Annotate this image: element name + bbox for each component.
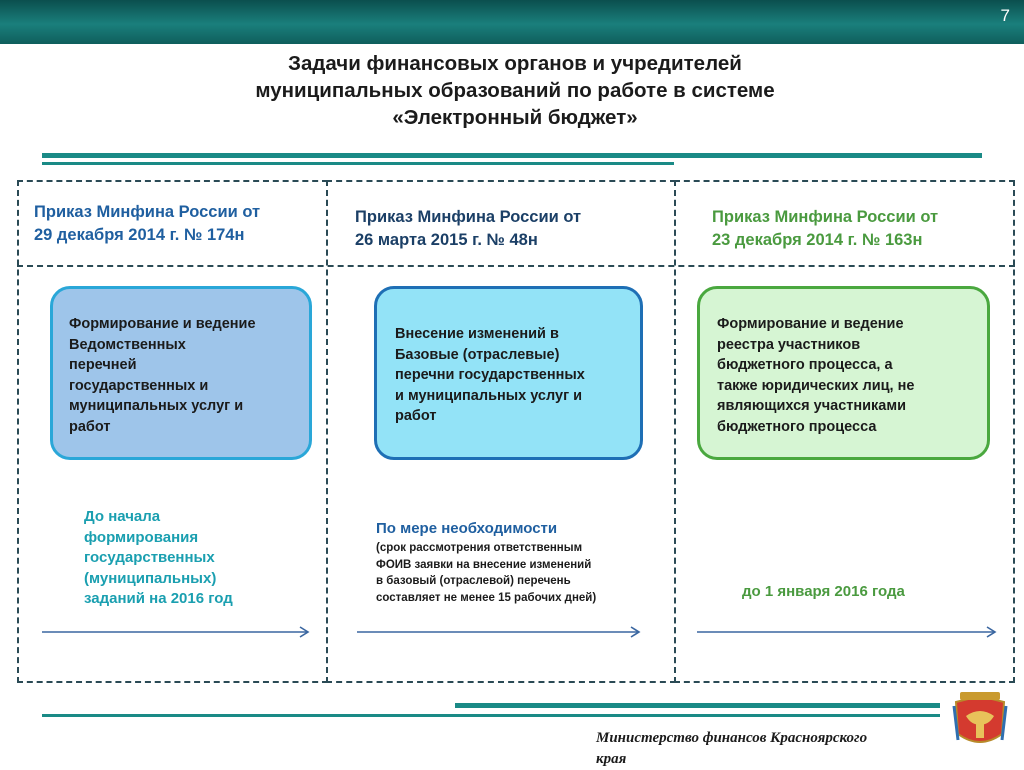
task-line: муниципальных услуг и bbox=[69, 398, 244, 414]
task-line: реестра участников bbox=[717, 336, 861, 353]
timeline-arrow-2 bbox=[357, 626, 643, 638]
ministry-name bbox=[596, 728, 946, 770]
deadline-2 bbox=[376, 519, 557, 540]
deadline-3 bbox=[742, 582, 905, 603]
task-line: Формирование и ведение bbox=[69, 316, 256, 332]
note-line: составляет не менее 15 рабочих дней) bbox=[376, 591, 597, 604]
order-line: 29 декабря 2014 г. № 174н bbox=[34, 226, 245, 244]
deadline-line: (муниципальных) bbox=[84, 569, 217, 587]
ministry-line: края bbox=[596, 751, 627, 767]
task-box-2 bbox=[374, 286, 643, 460]
deadline-line: заданий на 2016 год bbox=[84, 590, 233, 607]
slide-number: 7 bbox=[1000, 6, 1010, 25]
deadline-line: По мере необходимости bbox=[376, 520, 558, 537]
title-line-1: Задачи финансовых органов и учредителей bbox=[288, 52, 742, 75]
task-line: Формирование и ведение bbox=[717, 316, 904, 332]
task-line: и муниципальных услуг и bbox=[395, 387, 583, 404]
title-line-3: «Электронный бюджет» bbox=[392, 106, 638, 129]
krasnoyarsk-coat-of-arms-icon bbox=[952, 690, 1008, 752]
deadline-line: государственных bbox=[84, 549, 215, 566]
task-line: государственных и bbox=[69, 377, 209, 394]
note-line: (срок рассмотрения ответственным bbox=[376, 542, 583, 554]
task-line: Внесение изменений в bbox=[395, 326, 559, 342]
timeline-arrow-1 bbox=[42, 626, 312, 638]
title-rule-thin bbox=[42, 162, 674, 165]
deadline-note-2 bbox=[376, 540, 596, 606]
footer-rule-thick bbox=[455, 703, 940, 708]
task-line: бюджетного процесса bbox=[717, 418, 877, 435]
deadline-1 bbox=[84, 507, 233, 610]
order-48n bbox=[355, 206, 581, 252]
order-line: Приказ Минфина России от bbox=[34, 203, 261, 221]
task-line: также юридических лиц, не bbox=[717, 377, 915, 394]
task-box-3 bbox=[697, 286, 990, 460]
ministry-line: Министерство финансов Красноярского bbox=[596, 730, 868, 746]
task-line: работ bbox=[395, 408, 437, 424]
note-line: в базовый (отраслевой) перечень bbox=[376, 575, 571, 587]
deadline-line: До начала bbox=[84, 508, 161, 525]
task-line: Базовые (отраслевые) bbox=[395, 346, 560, 363]
deadline-line: до 1 января 2016 года bbox=[742, 583, 905, 600]
task-line: перечней bbox=[69, 357, 137, 373]
task-line: бюджетного процесса, а bbox=[717, 357, 893, 373]
task-line: перечни государственных bbox=[395, 367, 585, 383]
task-box-1 bbox=[50, 286, 312, 460]
order-line: 26 марта 2015 г. № 48н bbox=[355, 231, 538, 249]
header-divider bbox=[17, 265, 1015, 267]
order-174n bbox=[34, 201, 260, 247]
task-line: являющихся участниками bbox=[717, 398, 906, 414]
note-line: ФОИВ заявки на внесение изменений bbox=[376, 558, 592, 571]
top-bar bbox=[0, 0, 1024, 44]
deadline-line: формирования bbox=[84, 528, 199, 546]
footer-rule-thin bbox=[42, 714, 940, 717]
order-line: Приказ Минфина России от bbox=[355, 208, 582, 226]
task-line: Ведомственных bbox=[69, 336, 186, 353]
title-rule-thick bbox=[42, 153, 982, 158]
title-line-2: муниципальных образований по работе в системе bbox=[255, 79, 775, 102]
order-line: 23 декабря 2014 г. № 163н bbox=[712, 231, 923, 249]
slide-title bbox=[180, 50, 850, 131]
task-line: работ bbox=[69, 418, 111, 435]
timeline-arrow-3 bbox=[697, 626, 999, 638]
order-line: Приказ Минфина России от bbox=[712, 208, 939, 226]
order-163n bbox=[712, 206, 938, 252]
